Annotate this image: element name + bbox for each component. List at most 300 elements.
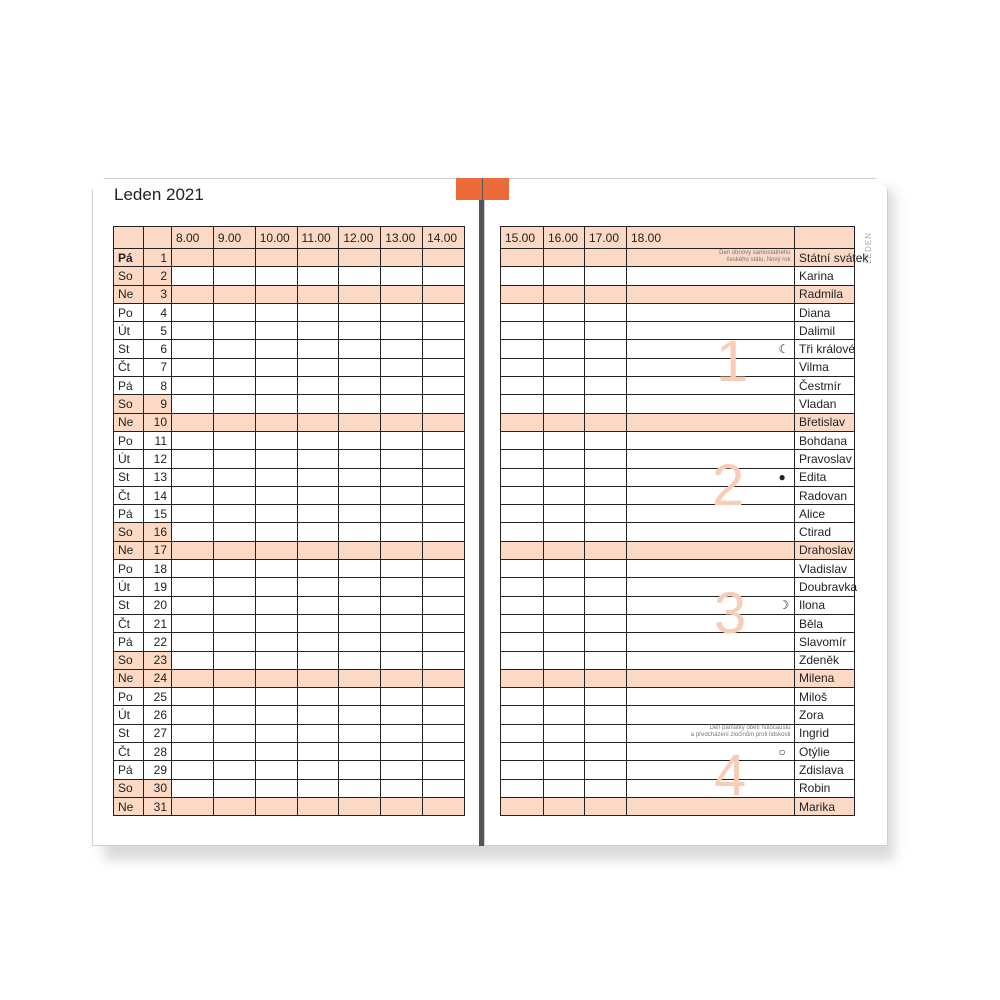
schedule-cell[interactable] <box>213 249 255 267</box>
schedule-cell[interactable] <box>339 614 381 632</box>
schedule-cell[interactable] <box>501 669 544 687</box>
schedule-cell[interactable] <box>501 431 544 449</box>
schedule-cell[interactable] <box>627 303 795 321</box>
schedule-cell[interactable] <box>297 743 339 761</box>
schedule-cell[interactable] <box>381 724 423 742</box>
schedule-cell[interactable] <box>423 560 465 578</box>
schedule-cell[interactable] <box>627 377 795 395</box>
schedule-cell[interactable] <box>255 614 297 632</box>
schedule-cell[interactable] <box>172 450 214 468</box>
schedule-cell[interactable] <box>297 797 339 815</box>
schedule-cell[interactable] <box>544 249 585 267</box>
schedule-cell[interactable] <box>501 651 544 669</box>
schedule-cell[interactable] <box>627 486 795 504</box>
schedule-cell[interactable] <box>423 395 465 413</box>
schedule-cell[interactable] <box>585 505 627 523</box>
schedule-cell[interactable] <box>255 578 297 596</box>
schedule-cell[interactable] <box>339 285 381 303</box>
schedule-cell[interactable] <box>213 596 255 614</box>
schedule-cell[interactable] <box>255 779 297 797</box>
schedule-cell[interactable] <box>172 797 214 815</box>
schedule-cell[interactable] <box>381 322 423 340</box>
schedule-cell[interactable] <box>544 596 585 614</box>
schedule-cell[interactable] <box>423 285 465 303</box>
schedule-cell[interactable] <box>172 596 214 614</box>
schedule-cell[interactable] <box>297 614 339 632</box>
schedule-cell[interactable] <box>339 413 381 431</box>
schedule-cell[interactable] <box>255 340 297 358</box>
schedule-cell[interactable] <box>255 797 297 815</box>
schedule-cell[interactable] <box>297 651 339 669</box>
schedule-cell[interactable] <box>544 523 585 541</box>
schedule-cell[interactable] <box>627 706 795 724</box>
schedule-cell[interactable] <box>501 779 544 797</box>
schedule-cell[interactable] <box>255 743 297 761</box>
schedule-cell[interactable] <box>544 486 585 504</box>
schedule-cell[interactable] <box>297 596 339 614</box>
schedule-cell[interactable] <box>501 358 544 376</box>
schedule-cell[interactable] <box>255 395 297 413</box>
schedule-cell[interactable] <box>213 578 255 596</box>
schedule-cell[interactable] <box>172 560 214 578</box>
schedule-cell[interactable] <box>381 743 423 761</box>
schedule-cell[interactable] <box>381 267 423 285</box>
schedule-cell[interactable] <box>213 505 255 523</box>
schedule-cell[interactable] <box>423 486 465 504</box>
schedule-cell[interactable] <box>544 505 585 523</box>
schedule-cell[interactable] <box>544 322 585 340</box>
schedule-cell[interactable] <box>381 541 423 559</box>
schedule-cell[interactable] <box>544 706 585 724</box>
schedule-cell[interactable] <box>255 486 297 504</box>
schedule-cell[interactable] <box>172 743 214 761</box>
schedule-cell[interactable] <box>544 303 585 321</box>
schedule-cell[interactable] <box>172 358 214 376</box>
schedule-cell[interactable] <box>501 560 544 578</box>
schedule-cell[interactable] <box>339 761 381 779</box>
schedule-cell[interactable] <box>501 724 544 742</box>
schedule-cell[interactable] <box>585 249 627 267</box>
schedule-cell[interactable] <box>339 633 381 651</box>
schedule-cell[interactable] <box>501 633 544 651</box>
schedule-cell[interactable] <box>627 468 795 486</box>
schedule-cell[interactable] <box>255 377 297 395</box>
schedule-cell[interactable] <box>172 706 214 724</box>
schedule-cell[interactable] <box>297 413 339 431</box>
schedule-cell[interactable] <box>627 560 795 578</box>
schedule-cell[interactable] <box>501 413 544 431</box>
schedule-cell[interactable] <box>339 303 381 321</box>
schedule-cell[interactable] <box>423 340 465 358</box>
schedule-cell[interactable] <box>172 249 214 267</box>
schedule-cell[interactable] <box>297 724 339 742</box>
schedule-cell[interactable] <box>213 395 255 413</box>
schedule-cell[interactable] <box>172 633 214 651</box>
schedule-cell[interactable] <box>213 724 255 742</box>
schedule-cell[interactable] <box>381 633 423 651</box>
schedule-cell[interactable] <box>172 303 214 321</box>
schedule-cell[interactable] <box>213 322 255 340</box>
schedule-cell[interactable] <box>213 541 255 559</box>
schedule-cell[interactable] <box>423 633 465 651</box>
schedule-cell[interactable] <box>585 468 627 486</box>
schedule-cell[interactable] <box>255 651 297 669</box>
schedule-cell[interactable] <box>255 267 297 285</box>
schedule-cell[interactable] <box>501 249 544 267</box>
schedule-cell[interactable] <box>172 340 214 358</box>
schedule-cell[interactable] <box>255 303 297 321</box>
schedule-cell[interactable] <box>627 358 795 376</box>
schedule-cell[interactable] <box>585 633 627 651</box>
schedule-cell[interactable] <box>339 340 381 358</box>
schedule-cell[interactable] <box>423 688 465 706</box>
schedule-cell[interactable] <box>381 560 423 578</box>
schedule-cell[interactable] <box>255 523 297 541</box>
schedule-cell[interactable] <box>297 761 339 779</box>
schedule-cell[interactable] <box>423 669 465 687</box>
schedule-cell[interactable] <box>423 431 465 449</box>
schedule-cell[interactable] <box>544 358 585 376</box>
schedule-cell[interactable] <box>501 468 544 486</box>
schedule-cell[interactable] <box>381 578 423 596</box>
schedule-cell[interactable] <box>172 669 214 687</box>
schedule-cell[interactable] <box>255 669 297 687</box>
schedule-cell[interactable] <box>423 267 465 285</box>
schedule-cell[interactable] <box>381 779 423 797</box>
schedule-cell[interactable] <box>255 633 297 651</box>
schedule-cell[interactable] <box>297 486 339 504</box>
schedule-cell[interactable] <box>172 322 214 340</box>
schedule-cell[interactable] <box>339 724 381 742</box>
schedule-cell[interactable] <box>381 450 423 468</box>
schedule-cell[interactable] <box>297 523 339 541</box>
schedule-cell[interactable] <box>255 706 297 724</box>
schedule-cell[interactable] <box>423 578 465 596</box>
schedule-cell[interactable] <box>423 523 465 541</box>
schedule-cell[interactable] <box>544 578 585 596</box>
schedule-cell[interactable] <box>585 395 627 413</box>
schedule-cell[interactable] <box>544 431 585 449</box>
schedule-cell[interactable] <box>339 523 381 541</box>
schedule-cell[interactable] <box>381 797 423 815</box>
schedule-cell[interactable] <box>172 761 214 779</box>
schedule-cell[interactable] <box>423 377 465 395</box>
schedule-cell[interactable] <box>501 267 544 285</box>
schedule-cell[interactable] <box>213 450 255 468</box>
schedule-cell[interactable] <box>213 560 255 578</box>
schedule-cell[interactable] <box>381 761 423 779</box>
schedule-cell[interactable] <box>627 322 795 340</box>
schedule-cell[interactable] <box>381 706 423 724</box>
schedule-cell[interactable] <box>381 486 423 504</box>
schedule-cell[interactable] <box>544 413 585 431</box>
schedule-cell[interactable] <box>585 560 627 578</box>
schedule-cell[interactable] <box>585 669 627 687</box>
schedule-cell[interactable] <box>381 358 423 376</box>
schedule-cell[interactable] <box>339 249 381 267</box>
schedule-cell[interactable] <box>213 358 255 376</box>
schedule-cell[interactable] <box>627 743 795 761</box>
schedule-cell[interactable] <box>627 267 795 285</box>
schedule-cell[interactable] <box>172 578 214 596</box>
schedule-cell[interactable] <box>255 413 297 431</box>
schedule-cell[interactable] <box>297 322 339 340</box>
schedule-cell[interactable] <box>501 450 544 468</box>
schedule-cell[interactable] <box>213 413 255 431</box>
schedule-cell[interactable] <box>585 578 627 596</box>
schedule-cell[interactable] <box>627 797 795 815</box>
schedule-cell[interactable] <box>423 761 465 779</box>
schedule-cell[interactable] <box>423 249 465 267</box>
schedule-cell[interactable] <box>585 614 627 632</box>
schedule-cell[interactable] <box>213 743 255 761</box>
schedule-cell[interactable] <box>172 395 214 413</box>
schedule-cell[interactable] <box>627 450 795 468</box>
schedule-cell[interactable] <box>585 743 627 761</box>
schedule-cell[interactable] <box>627 669 795 687</box>
schedule-cell[interactable] <box>423 724 465 742</box>
schedule-cell[interactable] <box>297 249 339 267</box>
schedule-cell[interactable] <box>255 761 297 779</box>
schedule-cell[interactable] <box>172 523 214 541</box>
schedule-cell[interactable] <box>585 358 627 376</box>
schedule-cell[interactable] <box>213 377 255 395</box>
schedule-cell[interactable] <box>172 285 214 303</box>
schedule-cell[interactable] <box>172 377 214 395</box>
schedule-cell[interactable] <box>585 267 627 285</box>
schedule-cell[interactable] <box>501 285 544 303</box>
schedule-cell[interactable] <box>585 285 627 303</box>
schedule-cell[interactable] <box>544 797 585 815</box>
schedule-cell[interactable] <box>585 688 627 706</box>
schedule-cell[interactable] <box>255 688 297 706</box>
schedule-cell[interactable] <box>297 706 339 724</box>
schedule-cell[interactable] <box>585 724 627 742</box>
schedule-cell[interactable] <box>381 468 423 486</box>
schedule-cell[interactable] <box>585 761 627 779</box>
schedule-cell[interactable] <box>544 340 585 358</box>
schedule-cell[interactable] <box>213 706 255 724</box>
schedule-cell[interactable] <box>423 779 465 797</box>
schedule-cell[interactable] <box>585 797 627 815</box>
schedule-cell[interactable] <box>339 651 381 669</box>
schedule-cell[interactable] <box>255 285 297 303</box>
schedule-cell[interactable] <box>213 285 255 303</box>
schedule-cell[interactable] <box>297 779 339 797</box>
schedule-cell[interactable] <box>544 560 585 578</box>
schedule-cell[interactable] <box>339 468 381 486</box>
schedule-cell[interactable] <box>501 377 544 395</box>
schedule-cell[interactable] <box>339 669 381 687</box>
schedule-cell[interactable] <box>423 743 465 761</box>
schedule-cell[interactable] <box>339 560 381 578</box>
schedule-cell[interactable] <box>627 614 795 632</box>
schedule-cell[interactable] <box>255 468 297 486</box>
schedule-cell[interactable] <box>172 779 214 797</box>
schedule-cell[interactable] <box>381 596 423 614</box>
schedule-cell[interactable] <box>297 395 339 413</box>
schedule-cell[interactable] <box>544 669 585 687</box>
schedule-cell[interactable] <box>544 724 585 742</box>
schedule-cell[interactable] <box>339 688 381 706</box>
schedule-cell[interactable] <box>297 431 339 449</box>
schedule-cell[interactable] <box>297 541 339 559</box>
schedule-cell[interactable] <box>544 285 585 303</box>
schedule-cell[interactable] <box>213 486 255 504</box>
schedule-cell[interactable] <box>501 596 544 614</box>
schedule-cell[interactable] <box>585 303 627 321</box>
schedule-cell[interactable] <box>213 779 255 797</box>
schedule-cell[interactable] <box>585 340 627 358</box>
schedule-cell[interactable] <box>297 633 339 651</box>
schedule-cell[interactable] <box>501 614 544 632</box>
schedule-cell[interactable] <box>627 688 795 706</box>
schedule-cell[interactable] <box>339 743 381 761</box>
schedule-cell[interactable] <box>585 523 627 541</box>
schedule-cell[interactable] <box>381 413 423 431</box>
schedule-cell[interactable] <box>297 450 339 468</box>
schedule-cell[interactable] <box>501 340 544 358</box>
schedule-cell[interactable] <box>585 486 627 504</box>
schedule-cell[interactable] <box>627 431 795 449</box>
schedule-cell[interactable] <box>585 413 627 431</box>
schedule-cell[interactable] <box>213 468 255 486</box>
schedule-cell[interactable] <box>339 779 381 797</box>
schedule-cell[interactable] <box>423 358 465 376</box>
schedule-cell[interactable] <box>501 578 544 596</box>
schedule-cell[interactable] <box>381 395 423 413</box>
schedule-cell[interactable] <box>423 505 465 523</box>
schedule-cell[interactable] <box>544 761 585 779</box>
schedule-cell[interactable] <box>423 706 465 724</box>
schedule-cell[interactable] <box>544 267 585 285</box>
schedule-cell[interactable] <box>585 450 627 468</box>
schedule-cell[interactable] <box>255 541 297 559</box>
schedule-cell[interactable] <box>297 669 339 687</box>
schedule-cell[interactable] <box>544 468 585 486</box>
schedule-cell[interactable] <box>213 340 255 358</box>
schedule-cell[interactable] <box>297 578 339 596</box>
schedule-cell[interactable] <box>381 285 423 303</box>
schedule-cell[interactable] <box>213 633 255 651</box>
schedule-cell[interactable] <box>339 505 381 523</box>
schedule-cell[interactable] <box>544 688 585 706</box>
schedule-cell[interactable] <box>297 267 339 285</box>
schedule-cell[interactable] <box>339 267 381 285</box>
schedule-cell[interactable] <box>423 614 465 632</box>
schedule-cell[interactable] <box>255 322 297 340</box>
schedule-cell[interactable] <box>339 450 381 468</box>
schedule-cell[interactable] <box>627 413 795 431</box>
schedule-cell[interactable] <box>381 431 423 449</box>
schedule-cell[interactable] <box>297 303 339 321</box>
schedule-cell[interactable] <box>585 779 627 797</box>
schedule-cell[interactable] <box>381 523 423 541</box>
schedule-cell[interactable] <box>627 761 795 779</box>
schedule-cell[interactable] <box>501 505 544 523</box>
schedule-cell[interactable] <box>172 505 214 523</box>
schedule-cell[interactable] <box>627 633 795 651</box>
schedule-cell[interactable] <box>172 431 214 449</box>
schedule-cell[interactable] <box>172 688 214 706</box>
schedule-cell[interactable] <box>339 578 381 596</box>
schedule-cell[interactable] <box>381 688 423 706</box>
schedule-cell[interactable] <box>544 395 585 413</box>
schedule-cell[interactable] <box>339 596 381 614</box>
schedule-cell[interactable] <box>585 596 627 614</box>
schedule-cell[interactable] <box>297 377 339 395</box>
schedule-cell[interactable] <box>339 797 381 815</box>
schedule-cell[interactable] <box>172 724 214 742</box>
schedule-cell[interactable] <box>339 486 381 504</box>
schedule-cell[interactable] <box>501 743 544 761</box>
schedule-cell[interactable] <box>585 322 627 340</box>
schedule-cell[interactable] <box>339 706 381 724</box>
schedule-cell[interactable] <box>501 541 544 559</box>
schedule-cell[interactable] <box>381 249 423 267</box>
schedule-cell[interactable] <box>213 431 255 449</box>
schedule-cell[interactable] <box>585 541 627 559</box>
schedule-cell[interactable] <box>501 486 544 504</box>
schedule-cell[interactable] <box>585 651 627 669</box>
schedule-cell[interactable] <box>501 761 544 779</box>
schedule-cell[interactable] <box>501 395 544 413</box>
schedule-cell[interactable] <box>627 541 795 559</box>
schedule-cell[interactable] <box>423 303 465 321</box>
schedule-cell[interactable] <box>339 358 381 376</box>
schedule-cell[interactable] <box>172 468 214 486</box>
schedule-cell[interactable] <box>381 651 423 669</box>
schedule-cell[interactable] <box>585 377 627 395</box>
schedule-cell[interactable] <box>255 450 297 468</box>
schedule-cell[interactable] <box>297 688 339 706</box>
schedule-cell[interactable] <box>297 560 339 578</box>
schedule-cell[interactable] <box>172 486 214 504</box>
schedule-cell[interactable] <box>501 322 544 340</box>
schedule-cell[interactable] <box>297 358 339 376</box>
schedule-cell[interactable] <box>297 505 339 523</box>
schedule-cell[interactable] <box>423 651 465 669</box>
schedule-cell[interactable] <box>172 267 214 285</box>
schedule-cell[interactable] <box>627 285 795 303</box>
schedule-cell[interactable] <box>501 706 544 724</box>
schedule-cell[interactable] <box>297 340 339 358</box>
schedule-cell[interactable] <box>381 614 423 632</box>
schedule-cell[interactable] <box>423 413 465 431</box>
schedule-cell[interactable] <box>339 377 381 395</box>
schedule-cell[interactable] <box>585 431 627 449</box>
schedule-cell[interactable] <box>213 267 255 285</box>
schedule-cell[interactable] <box>381 669 423 687</box>
schedule-cell[interactable] <box>627 779 795 797</box>
schedule-cell[interactable] <box>381 505 423 523</box>
schedule-cell[interactable] <box>297 468 339 486</box>
schedule-cell[interactable] <box>172 651 214 669</box>
schedule-cell[interactable] <box>255 358 297 376</box>
schedule-cell[interactable] <box>627 340 795 358</box>
schedule-cell[interactable] <box>255 724 297 742</box>
schedule-cell[interactable] <box>213 669 255 687</box>
schedule-cell[interactable] <box>627 651 795 669</box>
schedule-cell[interactable] <box>627 596 795 614</box>
schedule-cell[interactable] <box>544 651 585 669</box>
schedule-cell[interactable] <box>172 614 214 632</box>
schedule-cell[interactable] <box>501 797 544 815</box>
schedule-cell[interactable] <box>213 523 255 541</box>
schedule-cell[interactable] <box>501 688 544 706</box>
schedule-cell[interactable] <box>544 633 585 651</box>
schedule-cell[interactable] <box>213 761 255 779</box>
